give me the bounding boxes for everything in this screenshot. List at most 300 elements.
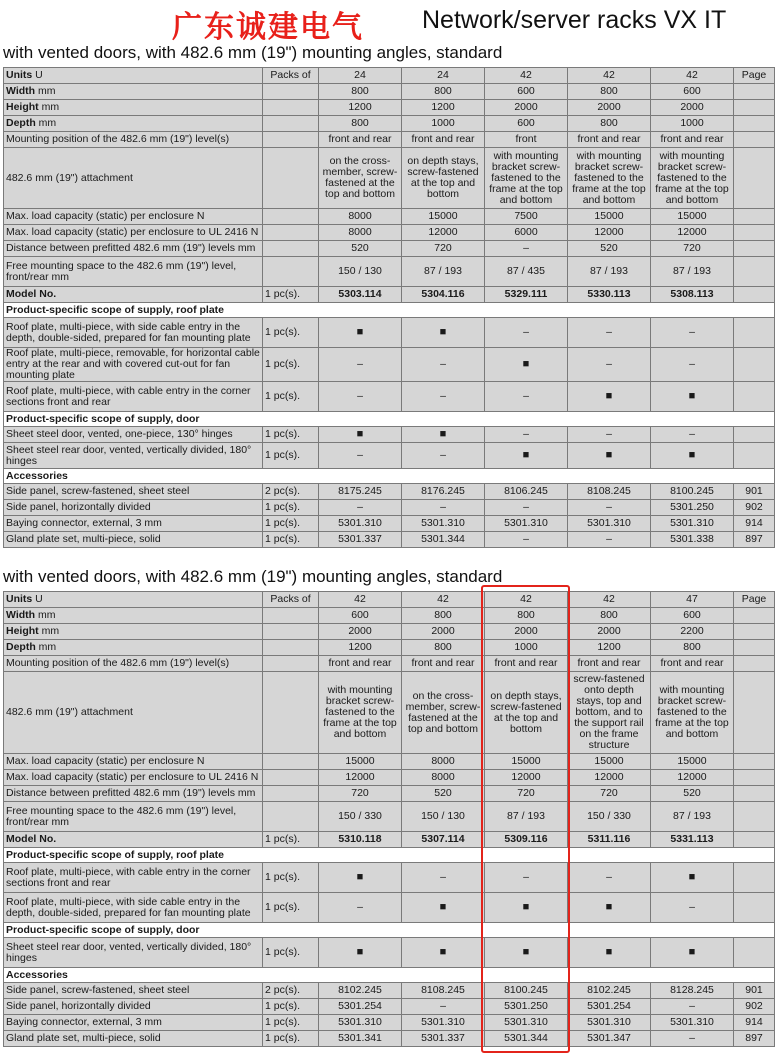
- free-space-value: 87 / 193: [402, 257, 485, 287]
- item-value: –: [402, 382, 485, 412]
- height-unit: mm: [41, 101, 60, 113]
- units-value: 42: [651, 68, 734, 84]
- attachment-value: screw-fastened onto depth stays, top and bottom, and to the support rail on the frame structure: [568, 672, 651, 754]
- units-value: 42: [485, 592, 568, 608]
- distance-label: Distance between prefitted 482.6 mm (19") levels mm: [4, 786, 263, 802]
- width-unit: mm: [37, 609, 56, 621]
- depth-value: 800: [568, 116, 651, 132]
- height-value: 2200: [651, 624, 734, 640]
- depth-label-text: Depth: [6, 117, 36, 129]
- height-value: 2000: [319, 624, 402, 640]
- mounting-position-value: front and rear: [485, 656, 568, 672]
- max-load-ul-label: Max. load capacity (static) per enclosure to UL 2416 N: [4, 770, 263, 786]
- accessories-section-heading: Accessories: [4, 968, 775, 983]
- model-no-value: 5304.116: [402, 287, 485, 303]
- page-cell: [734, 640, 775, 656]
- packs-header: Packs of: [263, 68, 319, 84]
- model-no-value: 5309.116: [485, 832, 568, 848]
- item-value: ■: [651, 382, 734, 412]
- table-row: [4, 770, 775, 786]
- item-packs: 1 pc(s).: [263, 443, 319, 469]
- height-value: 1200: [319, 100, 402, 116]
- width-value: 800: [319, 84, 402, 100]
- width-label-text: Width: [6, 85, 36, 97]
- item-label: Baying connector, external, 3 mm: [4, 1015, 263, 1031]
- item-value: –: [651, 348, 734, 382]
- free-space-value: 150 / 130: [319, 257, 402, 287]
- attachment-value: with mounting bracket screw-fastened to the frame at the top and bottom: [568, 148, 651, 209]
- width-label: [4, 608, 263, 624]
- item-value: 5301.347: [568, 1031, 651, 1047]
- free-space-value: 87 / 435: [485, 257, 568, 287]
- item-value: ■: [402, 938, 485, 968]
- table-row: [4, 983, 775, 999]
- table-row: [4, 443, 775, 469]
- item-value: 5301.310: [568, 516, 651, 532]
- height-label-text: Height: [6, 101, 39, 113]
- table-row: [4, 999, 775, 1015]
- table-row: [4, 209, 775, 225]
- max-load-value: 15000: [651, 754, 734, 770]
- max-load-label: Max. load capacity (static) per enclosure N: [4, 209, 263, 225]
- item-value: ■: [319, 427, 402, 443]
- item-value: 5301.250: [485, 999, 568, 1015]
- depth-value: 1000: [402, 116, 485, 132]
- height-value: 2000: [402, 624, 485, 640]
- roof-plate-section-heading: Product-specific scope of supply, roof plate: [4, 848, 775, 863]
- model-no-value: 5329.111: [485, 287, 568, 303]
- table-row: [4, 241, 775, 257]
- item-value: ■: [568, 443, 651, 469]
- item-label: Side panel, horizontally divided: [4, 500, 263, 516]
- packs-cell: [263, 624, 319, 640]
- mounting-position-value: front: [485, 132, 568, 148]
- item-page: 914: [734, 516, 775, 532]
- max-load-ul-value: 12000: [319, 770, 402, 786]
- item-value: 5301.337: [402, 1031, 485, 1047]
- item-value: –: [568, 318, 651, 348]
- free-space-value: 150 / 130: [402, 802, 485, 832]
- max-load-value: 15000: [319, 754, 402, 770]
- item-value: 5301.344: [485, 1031, 568, 1047]
- item-value: 5301.310: [485, 516, 568, 532]
- packs-cell: [263, 132, 319, 148]
- table-row: [4, 116, 775, 132]
- distance-value: 520: [651, 786, 734, 802]
- distance-value: –: [485, 241, 568, 257]
- width-value: 600: [319, 608, 402, 624]
- page-cell: [734, 348, 775, 382]
- units-value: 42: [319, 592, 402, 608]
- max-load-ul-value: 12000: [651, 770, 734, 786]
- depth-value: 800: [319, 116, 402, 132]
- table-row: [4, 516, 775, 532]
- units-value: 24: [319, 68, 402, 84]
- item-value: 5301.310: [402, 1015, 485, 1031]
- depth-unit: mm: [38, 117, 57, 129]
- table-row: [4, 257, 775, 287]
- item-value: –: [402, 500, 485, 516]
- height-value: 1200: [402, 100, 485, 116]
- depth-value: 1000: [651, 116, 734, 132]
- max-load-ul-value: 12000: [651, 225, 734, 241]
- height-value: 2000: [485, 624, 568, 640]
- item-value: 8128.245: [651, 983, 734, 999]
- page-cell: [734, 427, 775, 443]
- table-row: [4, 656, 775, 672]
- item-value: 5301.344: [402, 532, 485, 548]
- table-row: [4, 532, 775, 548]
- item-value: 5301.337: [319, 532, 402, 548]
- max-load-value: 8000: [402, 754, 485, 770]
- item-label: Baying connector, external, 3 mm: [4, 516, 263, 532]
- item-page: 901: [734, 983, 775, 999]
- mounting-position-value: front and rear: [651, 656, 734, 672]
- depth-label-text: Depth: [6, 641, 36, 653]
- item-page: 897: [734, 1031, 775, 1047]
- item-packs: 1 pc(s).: [263, 532, 319, 548]
- model-no-value: 5310.118: [319, 832, 402, 848]
- roof-plate-section-heading: Product-specific scope of supply, roof plate: [4, 303, 775, 318]
- page-cell: [734, 770, 775, 786]
- table2-title: with vented doors, with 482.6 mm (19") mounting angles, standard: [3, 567, 503, 586]
- model-no-value: 5307.114: [402, 832, 485, 848]
- table-row: [4, 318, 775, 348]
- distance-value: 520: [402, 786, 485, 802]
- item-packs: 1 pc(s).: [263, 863, 319, 893]
- mounting-position-value: front and rear: [319, 656, 402, 672]
- item-packs: 1 pc(s).: [263, 382, 319, 412]
- table-row: [4, 624, 775, 640]
- free-space-value: 87 / 193: [651, 257, 734, 287]
- item-value: –: [568, 427, 651, 443]
- units-label-text: Units: [6, 69, 33, 81]
- item-value: ■: [402, 427, 485, 443]
- page-cell: [734, 832, 775, 848]
- item-packs: 1 pc(s).: [263, 500, 319, 516]
- page-cell: [734, 938, 775, 968]
- max-load-label: Max. load capacity (static) per enclosure N: [4, 754, 263, 770]
- packs-cell: [263, 84, 319, 100]
- units-label: [4, 68, 263, 84]
- table-row: [4, 938, 775, 968]
- distance-value: 720: [485, 786, 568, 802]
- mounting-position-value: front and rear: [402, 656, 485, 672]
- max-load-ul-value: 6000: [485, 225, 568, 241]
- model-no-label: Model No.: [4, 287, 263, 303]
- page-cell: [734, 84, 775, 100]
- distance-value: 520: [568, 241, 651, 257]
- item-value: ■: [651, 938, 734, 968]
- free-space-label: Free mounting space to the 482.6 mm (19") level, front/rear mm: [4, 802, 263, 832]
- table-row: [4, 672, 775, 754]
- model-no-value: 5331.113: [651, 832, 734, 848]
- page-cell: [734, 863, 775, 893]
- product-title: Network/server racks VX IT: [422, 6, 727, 34]
- item-value: 5301.310: [319, 516, 402, 532]
- accessories-section-heading: Accessories: [4, 469, 775, 484]
- item-packs: 1 pc(s).: [263, 893, 319, 923]
- attachment-value: on depth stays, screw-fastened at the top and bottom: [402, 148, 485, 209]
- item-value: –: [485, 382, 568, 412]
- attachment-value: on the cross-member, screw-fastened at the top and bottom: [402, 672, 485, 754]
- table-row: [4, 500, 775, 516]
- item-value: 8106.245: [485, 484, 568, 500]
- units-unit: U: [35, 593, 43, 605]
- item-label: Gland plate set, multi-piece, solid: [4, 1031, 263, 1047]
- table-row: [4, 786, 775, 802]
- depth-value: 1200: [319, 640, 402, 656]
- max-load-ul-label: Max. load capacity (static) per enclosure to UL 2416 N: [4, 225, 263, 241]
- item-value: 5301.310: [568, 1015, 651, 1031]
- depth-value: 600: [485, 116, 568, 132]
- item-value: –: [651, 893, 734, 923]
- table-row: [4, 84, 775, 100]
- attachment-value: with mounting bracket screw-fastened to the frame at the top and bottom: [651, 148, 734, 209]
- attachment-value: with mounting bracket screw-fastened to the frame at the top and bottom: [651, 672, 734, 754]
- item-page: 901: [734, 484, 775, 500]
- door-section-heading: Product-specific scope of supply, door: [4, 923, 775, 938]
- item-packs: 2 pc(s).: [263, 983, 319, 999]
- depth-unit: mm: [38, 641, 57, 653]
- item-label: Roof plate, multi-piece, with cable entry in the corner sections front and rear: [4, 382, 263, 412]
- table-row: [4, 412, 775, 427]
- item-value: –: [651, 427, 734, 443]
- page-cell: [734, 148, 775, 209]
- item-label: Roof plate, multi-piece, with side cable entry in the depth, double-sided, prepared for fan mounting plate: [4, 893, 263, 923]
- packs-cell: [263, 754, 319, 770]
- packs-cell: [263, 148, 319, 209]
- item-value: –: [319, 893, 402, 923]
- item-packs: 1 pc(s).: [263, 516, 319, 532]
- width-value: 600: [651, 608, 734, 624]
- width-value: 800: [568, 608, 651, 624]
- item-value: 8176.245: [402, 484, 485, 500]
- distance-value: 720: [319, 786, 402, 802]
- item-value: 5301.310: [319, 1015, 402, 1031]
- table-row: [4, 382, 775, 412]
- item-packs: 1 pc(s).: [263, 1031, 319, 1047]
- height-value: 2000: [651, 100, 734, 116]
- depth-value: 1200: [568, 640, 651, 656]
- item-page: 897: [734, 532, 775, 548]
- page-cell: [734, 225, 775, 241]
- item-label: Side panel, horizontally divided: [4, 999, 263, 1015]
- table-row: [4, 608, 775, 624]
- page-cell: [734, 608, 775, 624]
- height-label: [4, 624, 263, 640]
- packs-cell: [263, 608, 319, 624]
- mounting-position-value: front and rear: [568, 132, 651, 148]
- table-row: [4, 427, 775, 443]
- item-value: ■: [485, 443, 568, 469]
- item-page: 902: [734, 500, 775, 516]
- table-row: [4, 968, 775, 983]
- distance-value: 720: [651, 241, 734, 257]
- attachment-value: with mounting bracket screw-fastened to the frame at the top and bottom: [319, 672, 402, 754]
- packs-cell: [263, 241, 319, 257]
- width-value: 600: [485, 84, 568, 100]
- height-value: 2000: [568, 624, 651, 640]
- item-value: ■: [319, 938, 402, 968]
- page-cell: [734, 672, 775, 754]
- table-row: [4, 848, 775, 863]
- free-space-value: 150 / 330: [568, 802, 651, 832]
- distance-value: 720: [402, 241, 485, 257]
- item-label: Side panel, screw-fastened, sheet steel: [4, 983, 263, 999]
- page-cell: [734, 257, 775, 287]
- width-label: [4, 84, 263, 100]
- max-load-value: 7500: [485, 209, 568, 225]
- item-value: 8108.245: [402, 983, 485, 999]
- height-value: 2000: [568, 100, 651, 116]
- table-row: [4, 923, 775, 938]
- page-cell: [734, 318, 775, 348]
- item-value: –: [485, 427, 568, 443]
- item-value: –: [402, 443, 485, 469]
- table-row: [4, 484, 775, 500]
- height-label: [4, 100, 263, 116]
- page-cell: [734, 624, 775, 640]
- max-load-ul-value: 8000: [319, 225, 402, 241]
- page-cell: [734, 656, 775, 672]
- attachment-value: on the cross-member, screw-fastened at the top and bottom: [319, 148, 402, 209]
- table-row: [4, 893, 775, 923]
- table-row: [4, 469, 775, 484]
- units-value: 42: [402, 592, 485, 608]
- item-value: –: [651, 999, 734, 1015]
- item-value: 8100.245: [651, 484, 734, 500]
- packs-cell: [263, 209, 319, 225]
- item-value: 5301.341: [319, 1031, 402, 1047]
- item-value: ■: [319, 318, 402, 348]
- packs-cell: [263, 257, 319, 287]
- table-row: [4, 148, 775, 209]
- item-value: –: [651, 318, 734, 348]
- packs-cell: [263, 672, 319, 754]
- distance-value: 520: [319, 241, 402, 257]
- width-value: 800: [568, 84, 651, 100]
- item-label: Side panel, screw-fastened, sheet steel: [4, 484, 263, 500]
- page-cell: [734, 209, 775, 225]
- max-load-value: 15000: [651, 209, 734, 225]
- free-space-value: 87 / 193: [651, 802, 734, 832]
- page-header: Page: [734, 592, 775, 608]
- item-value: ■: [485, 893, 568, 923]
- width-value: 800: [485, 608, 568, 624]
- item-label: Sheet steel rear door, vented, vertically divided, 180° hinges: [4, 938, 263, 968]
- item-packs: 1 pc(s).: [263, 348, 319, 382]
- max-load-value: 15000: [568, 209, 651, 225]
- page-cell: [734, 100, 775, 116]
- item-value: ■: [568, 893, 651, 923]
- units-unit: U: [35, 69, 43, 81]
- table-row: [4, 832, 775, 848]
- model-packs: 1 pc(s).: [263, 832, 319, 848]
- page-cell: [734, 443, 775, 469]
- item-value: 8108.245: [568, 484, 651, 500]
- depth-value: 800: [651, 640, 734, 656]
- item-value: 5301.254: [319, 999, 402, 1015]
- item-label: Roof plate, multi-piece, removable, for horizontal cable entry at the rear and with covered cut-out for fan mounting plate: [4, 348, 263, 382]
- table-row: [4, 68, 775, 84]
- free-space-value: 87 / 193: [568, 257, 651, 287]
- item-packs: 2 pc(s).: [263, 484, 319, 500]
- item-page: 902: [734, 999, 775, 1015]
- highlight-column-box: [481, 585, 570, 1053]
- item-packs: 1 pc(s).: [263, 938, 319, 968]
- max-load-value: 15000: [568, 754, 651, 770]
- item-value: ■: [651, 443, 734, 469]
- page-cell: [734, 802, 775, 832]
- item-value: –: [485, 532, 568, 548]
- packs-cell: [263, 640, 319, 656]
- item-value: –: [319, 443, 402, 469]
- item-value: ■: [568, 382, 651, 412]
- model-no-value: 5308.113: [651, 287, 734, 303]
- table-row: [4, 100, 775, 116]
- packs-cell: [263, 802, 319, 832]
- item-value: –: [402, 348, 485, 382]
- item-value: –: [485, 863, 568, 893]
- packs-cell: [263, 770, 319, 786]
- item-label: Sheet steel door, vented, one-piece, 130° hinges: [4, 427, 263, 443]
- item-page: 914: [734, 1015, 775, 1031]
- page-cell: [734, 754, 775, 770]
- item-value: –: [568, 863, 651, 893]
- height-label-text: Height: [6, 625, 39, 637]
- units-label-text: Units: [6, 593, 33, 605]
- item-label: Roof plate, multi-piece, with cable entry in the corner sections front and rear: [4, 863, 263, 893]
- free-space-label: Free mounting space to the 482.6 mm (19") level, front/rear mm: [4, 257, 263, 287]
- brand-name: 广东诚建电气: [172, 10, 364, 45]
- door-section-heading: Product-specific scope of supply, door: [4, 412, 775, 427]
- free-space-value: 87 / 193: [485, 802, 568, 832]
- units-label: [4, 592, 263, 608]
- max-load-ul-value: 12000: [402, 225, 485, 241]
- max-load-ul-value: 12000: [485, 770, 568, 786]
- packs-cell: [263, 116, 319, 132]
- item-label: Roof plate, multi-piece, with side cable entry in the depth, double-sided, prepared for fan mounting plate: [4, 318, 263, 348]
- packs-cell: [263, 786, 319, 802]
- attachment-label: 482.6 mm (19") attachment: [4, 148, 263, 209]
- page-cell: [734, 241, 775, 257]
- item-value: –: [568, 532, 651, 548]
- max-load-ul-value: 8000: [402, 770, 485, 786]
- table-row: [4, 802, 775, 832]
- width-unit: mm: [37, 85, 56, 97]
- distance-label: Distance between prefitted 482.6 mm (19") levels mm: [4, 241, 263, 257]
- free-space-value: 150 / 330: [319, 802, 402, 832]
- item-value: 5301.250: [651, 500, 734, 516]
- item-value: 5301.310: [485, 1015, 568, 1031]
- item-value: 5301.310: [651, 1015, 734, 1031]
- item-label: Sheet steel rear door, vented, vertically divided, 180° hinges: [4, 443, 263, 469]
- table-row: [4, 1015, 775, 1031]
- units-value: 42: [485, 68, 568, 84]
- model-no-value: 5330.113: [568, 287, 651, 303]
- item-value: –: [319, 348, 402, 382]
- item-value: ■: [485, 348, 568, 382]
- table-row: [4, 1031, 775, 1047]
- max-load-ul-value: 12000: [568, 770, 651, 786]
- spec-table-2: [3, 591, 775, 1047]
- units-value: 24: [402, 68, 485, 84]
- item-value: 5301.254: [568, 999, 651, 1015]
- mounting-position-label: Mounting position of the 482.6 mm (19") level(s): [4, 656, 263, 672]
- mounting-position-label: Mounting position of the 482.6 mm (19") level(s): [4, 132, 263, 148]
- table-row: [4, 132, 775, 148]
